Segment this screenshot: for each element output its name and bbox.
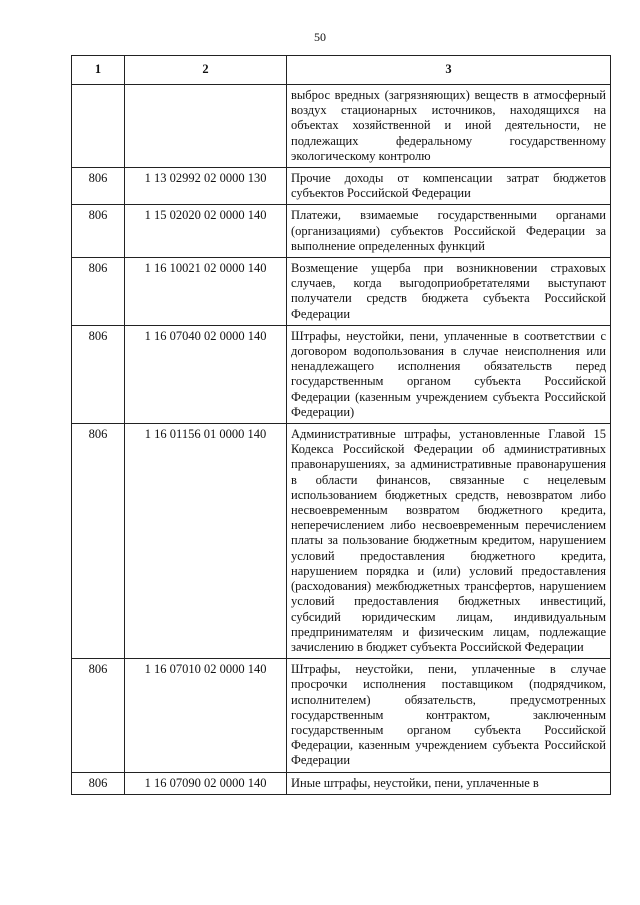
page-number: 50 <box>314 30 326 44</box>
description-cell: Штрафы, неустойки, пени, уплаченные в случае просрочки исполнения поставщиком (подрядчиком, исполнителем) обязательств, предусмотренных государственным контрактом, заключенным государственным органом субъекта Российской Федерации, казенным учреждением субъекта Российской Федерации <box>287 659 611 772</box>
table-row <box>72 325 611 423</box>
admin-code-cell: 806 <box>72 325 125 423</box>
table-row <box>72 772 611 794</box>
revenue-code-cell: 1 15 02020 02 0000 140 <box>125 205 287 258</box>
revenue-code-cell: 1 16 01156 01 0000 140 <box>125 424 287 659</box>
table-row <box>72 85 611 168</box>
admin-code-cell: 806 <box>72 258 125 326</box>
table-header <box>72 56 611 85</box>
header-col-2: 2 <box>125 56 287 85</box>
admin-code-cell: 806 <box>72 772 125 794</box>
admin-code-cell: 806 <box>72 424 125 659</box>
table-row <box>72 424 611 659</box>
table-row <box>72 205 611 258</box>
header-row <box>72 56 611 85</box>
revenue-code-cell: 1 16 07040 02 0000 140 <box>125 325 287 423</box>
table-row <box>72 258 611 326</box>
admin-code-cell <box>72 85 125 168</box>
header-col-3: 3 <box>287 56 611 85</box>
description-cell: Административные штрафы, установленные Главой 15 Кодекса Российской Федерации об административных правонарушениях, за административные правонарушения в области финансов, связанные с нецелевым использованием бюджетных средств, невозвратом либо несвоевременным возвратом бюджетного кредита, неперечислением либо несвоевременным перечислением платы за пользование бюджетным кредитом, нарушением условий предоставления бюджетного кредита, нарушением порядка и (или) условий предоставления (расходования) межбюджетных трансфертов, нарушением условий предоставления бюджетных инвестиций, субсидий юридическим лицам, индивидуальным предпринимателям и физическим лицам, подлежащие зачислению в бюджет субъекта Российской Федерации <box>287 424 611 659</box>
revenue-code-cell: 1 16 07010 02 0000 140 <box>125 659 287 772</box>
header-col-1: 1 <box>72 56 125 85</box>
revenue-code-cell: 1 13 02992 02 0000 130 <box>125 168 287 205</box>
table-body <box>72 85 611 795</box>
description-cell: Возмещение ущерба при возникновении страховых случаев, когда выгодоприобретателями выступают получатели средств бюджета субъекта Российской Федерации <box>287 258 611 326</box>
revenue-code-cell: 1 16 07090 02 0000 140 <box>125 772 287 794</box>
revenue-code-cell: 1 16 10021 02 0000 140 <box>125 258 287 326</box>
table-row <box>72 168 611 205</box>
description-cell: Платежи, взимаемые государственными органами (организациями) субъектов Российской Федерации за выполнение определенных функций <box>287 205 611 258</box>
table-row <box>72 659 611 772</box>
description-cell: Штрафы, неустойки, пени, уплаченные в соответствии с договором водопользования в случае неисполнения или ненадлежащего исполнения обязательств перед государственным органом субъекта Российской Федерации (казенным учреждением субъекта Российской Федерации) <box>287 325 611 423</box>
description-cell: выброс вредных (загрязняющих) веществ в атмосферный воздух стационарных источников, находящихся на объектах хозяйственной и иной деятельности, не подлежащих федеральному государственному экологическому контролю <box>287 85 611 168</box>
admin-code-cell: 806 <box>72 168 125 205</box>
description-cell: Иные штрафы, неустойки, пени, уплаченные в <box>287 772 611 794</box>
admin-code-cell: 806 <box>72 659 125 772</box>
description-cell: Прочие доходы от компенсации затрат бюджетов субъектов Российской Федерации <box>287 168 611 205</box>
budget-codes-table <box>71 55 611 795</box>
revenue-code-cell <box>125 85 287 168</box>
admin-code-cell: 806 <box>72 205 125 258</box>
